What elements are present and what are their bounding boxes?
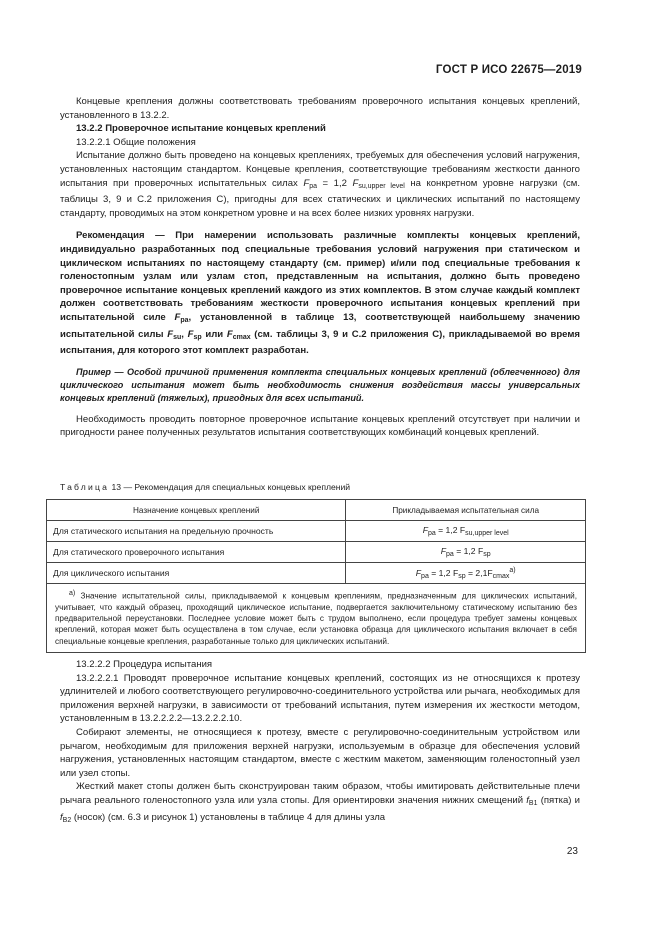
- row-force: $F_{pa} = 1,2$ $F_{sp}$: [346, 542, 586, 563]
- table-footnote-row: [47, 584, 586, 653]
- paragraph-procedure: 13.2.2.2.1 Проводят проверочное испытание концевых креплений, состоящих из не относящихся к протезу удлинителей и любого соответствующего регулировочно-соединительного устройства или рычага, необходимых для приложения верхней нагрузки, в зависимости от требований испытания, путем измерения их жесткости методом, установленным в 13.2.2.2.2—13.2.2.2.10.: [60, 672, 580, 725]
- row-purpose: Для статического испытания на предельную прочность: [47, 521, 346, 542]
- paragraph-general: Испытание должно быть проведено на концевых креплениях, требуемых для обеспечения условий нагружения, установленных настоящим стандартом. Концевые крепления, соответствующие требованиям жесткости данного испытания при проверочных испытательных силах $F_{pa} = 1,2$ $F_{su,upper level}$ на конкретном уровне нагрузки (см. таблицы 3, 9 и С.2 приложения С), пригодны для всех статических и циклических испытаний по настоящему стандарту, проводимых на этом конкретном уровне и на всех более низких уровнях нагрузки.: [60, 150, 580, 219]
- row-force: $F_{pa} = 1,2$ $F_{su,upper level}$: [346, 521, 586, 542]
- recommendation-paragraph: Рекомендация — При намерении использовать различные комплекты концевых креплений, индивидуально разработанных под специальные требования условий нагружения при статическом и циклическом испытаниях по настоящему стандарту (см. пример) и/или под специальные требования к голеностопным узлам или узлам стоп, представленным на испытания, должно быть проведено проверочное испытание концевых креплений каждого из этих комплектов. В этом случае каждый комплект должен соответствовать требованиям жесткости проверочного испытания концевых креплений при испытательной силе $F_{pa}$, установленной в таблице 13, соответствующей наибольшему значению испытательной силы $F_{su}$, $F_{sp}$ или $F_{cmax}$ (см. таблицы 3, 9 и С.2 приложения С), прикладываемой во время испытания, для которого этот комплект разработан.: [60, 230, 581, 357]
- table-footnote: $^{а)}$ Значение испытательной силы, прикладываемой к концевым креплениям, предназначенным для циклических испытаний, учитывает, что каждый образец, проходящий циклическое испытание, подвергается заключительному статическому испытанию без предварительной переустановки. Последнее условие может быть с трудом выполнено, если процедура требует замены концевых креплений, которая может быть осуществлена в том случае, если установка образца для циклического испытания включает в себя специальные концевые крепления, разработанные только для циклических испытаний.: [47, 584, 586, 653]
- page-number: 23: [566, 846, 578, 857]
- paragraph-assembly: Собирают элементы, не относящиеся к протезу, вместе с регулировочно-соединительным устройством или рычагом, необходимым для приложения верхней нагрузки, используемым в образце для обеспечения условий нагружения, установленных настоящим стандартом, вместе с жестким макетом, заменяющим голеностопный узел или узел стопы.: [60, 726, 580, 779]
- recommendation-table: [46, 499, 586, 653]
- column-header-force: Прикладываемая испытательная сила: [346, 500, 586, 521]
- paragraph-intro: Концевые крепления должны соответствовать требованиям проверочного испытания концевых креплений, установленного в 13.2.2.: [60, 96, 580, 121]
- row-purpose: Для статического проверочного испытания: [47, 542, 346, 563]
- section-heading-13-2-2-2: 13.2.2.2 Процедура испытания: [76, 659, 213, 670]
- upper-text-block: [60, 95, 580, 440]
- example-paragraph: Пример — Особой причиной применения комплекта специальных концевых креплений (облегченного) для циклического испытания может быть необходимость снижения воздействия массы универсальных концевых креплений (тяжелых), пригодных для всех испытаний.: [60, 366, 580, 403]
- table-row: [47, 521, 586, 542]
- table-row: [47, 563, 586, 584]
- row-purpose: Для циклического испытания: [47, 563, 346, 584]
- lower-text-block: [60, 658, 580, 827]
- column-header-purpose: Назначение концевых креплений: [47, 500, 346, 521]
- table-row: [47, 542, 586, 563]
- paragraph-rigid-model: Жесткий макет стопы должен быть сконструирован таким образом, чтобы имитировать действительные плечи рычага реального голеностопного узла или узла стопы. Для ориентировки значения нижних смещений $f_{B1}$ (пятка) и $f_{B2}$ (носок) (см. 6.3 и рисунок 1) установлены в таблице 4 для длины узла: [60, 781, 580, 824]
- paragraph-repeat-test: Необходимость проводить повторное проверочное испытание концевых креплений отсутствует при наличии и пригодности ранее полученных результатов испытания соответствующих комбинаций концевых креплений.: [60, 413, 580, 439]
- section-heading-13-2-2: 13.2.2 Проверочное испытание концевых креплений: [76, 123, 326, 135]
- table-caption: Таблица 13 — Рекомендация для специальных концевых креплений: [60, 482, 351, 492]
- standard-header: ГОСТ Р ИСО 22675—2019: [435, 64, 582, 76]
- section-heading-13-2-2-1: 13.2.2.1 Общие положения: [76, 136, 196, 148]
- table-header-row: [47, 500, 586, 521]
- row-force: $F_{pa} = 1,2$ $F_{sp} = 2,1F_{cmax}^{a)}$: [346, 563, 586, 584]
